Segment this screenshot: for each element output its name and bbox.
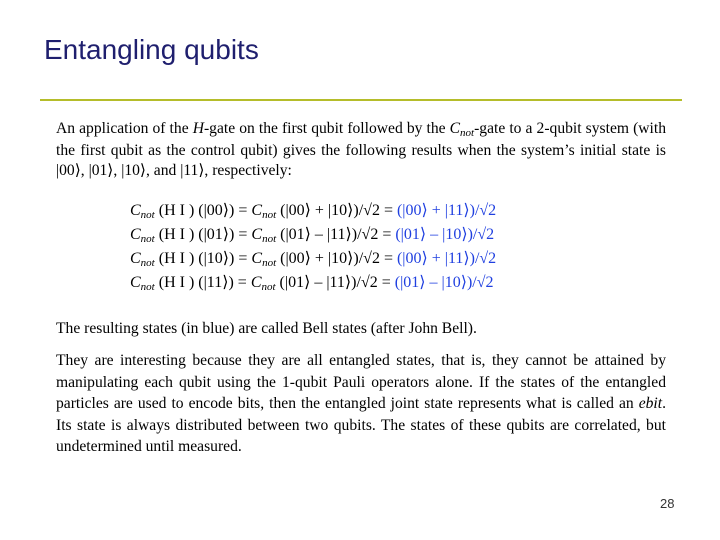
intro-paragraph — [56, 119, 666, 182]
cnot-symbol: Cnot — [449, 120, 475, 139]
intro-text-2: -gate on the first qubit followed by the — [203, 120, 450, 137]
equation-block — [130, 199, 496, 295]
bell-note: The resulting states (in blue) are called Bell states (after John Bell). — [56, 320, 477, 337]
intro-text-3: -gate to a 2-qubit system (with the first qubit as the control qubit) gives the following results when the system’s initial state is |00⟩, |01⟩, |10⟩, and |11⟩, respectively: — [56, 120, 666, 179]
title-divider — [40, 99, 682, 101]
bell-state: (|01⟩ – |10⟩)/√2 — [394, 274, 494, 291]
equation-line: Cnot (H I ) (|01⟩) = Cnot (|01⟩ – |11⟩)/√2 = (|01⟩ – |10⟩)/√2 — [130, 226, 495, 245]
equation-line: Cnot (H I ) (|10⟩) = Cnot (|00⟩ + |10⟩)/√2 = (|00⟩ + |11⟩)/√2 — [130, 250, 497, 269]
bell-state: (|00⟩ + |11⟩)/√2 — [396, 250, 497, 267]
bell-state: (|00⟩ + |11⟩)/√2 — [396, 202, 497, 219]
entangled-text-1: They are interesting because they are all entangled states, that is, they cannot be attained by manipulating each qubit using the 1-qubit Pauli operators alone. If the states of the entangled particles are used to encode bits, then the entangled joint state represents what is called an — [56, 352, 666, 412]
h-gate-symbol: H — [192, 120, 204, 137]
intro-text-1: An application of the — [56, 120, 193, 137]
bell-state: (|01⟩ – |10⟩)/√2 — [395, 226, 495, 243]
equation-line: Cnot (H I ) (|11⟩) = Cnot (|01⟩ – |11⟩)/√2 = (|01⟩ – |10⟩)/√2 — [130, 274, 494, 293]
entangled-text-2: . Its state is always distributed between two qubits. The states of these qubits are correlated, but undetermined until measured. — [56, 395, 666, 455]
ebit-term: ebit — [638, 395, 663, 412]
equation-line: Cnot (H I ) (|00⟩) = Cnot (|00⟩ + |10⟩)/√2 = (|00⟩ + |11⟩)/√2 — [130, 202, 497, 221]
page-number: 28 — [660, 496, 675, 511]
entangled-paragraph — [56, 350, 666, 458]
slide-title: Entangling qubits — [44, 34, 259, 65]
